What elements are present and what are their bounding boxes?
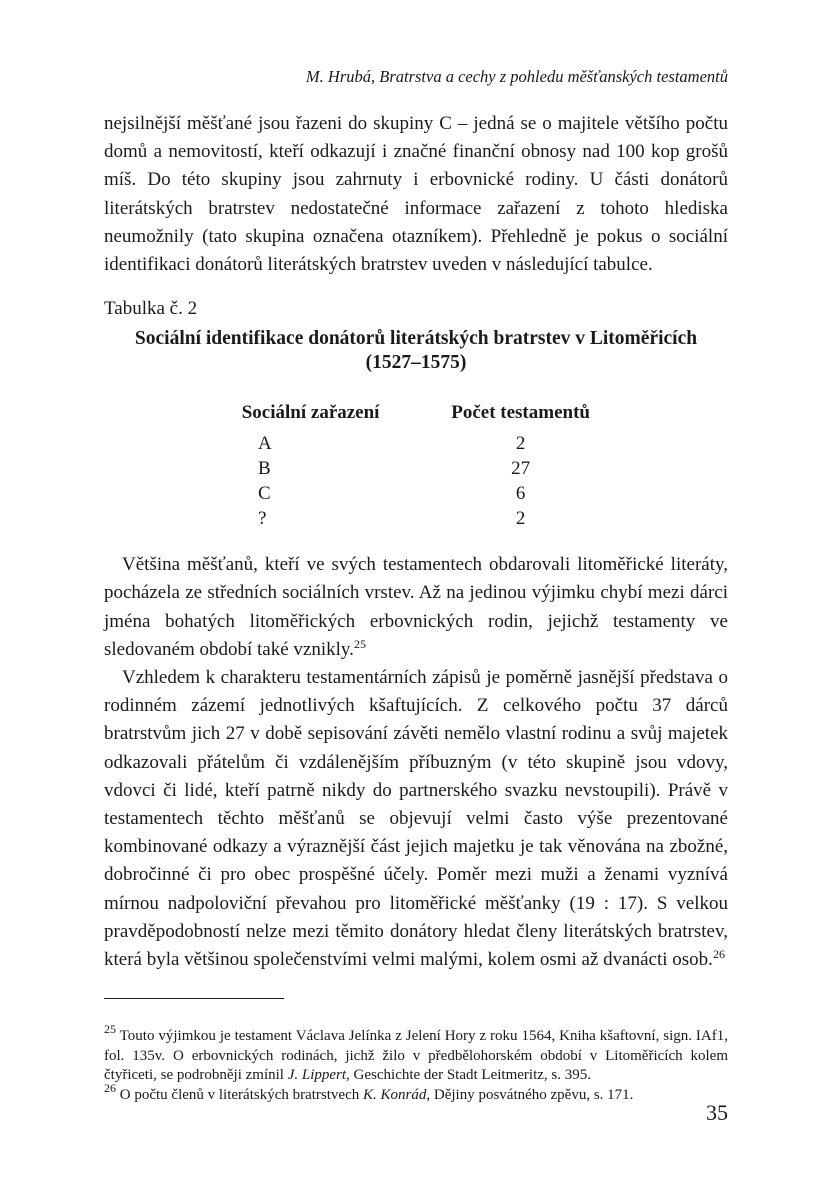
- paragraph-1: nejsilnější měšťané jsou řazeni do skupiny C – jedná se o majitele většího počtu domů a nemovitostí, kteří odkazují i značné finanční obnosy nad 100 kop grošů míš. Do této skupiny jsou zahrnuty i erbovnické rodiny. U části donátorů literátských bratrstev nedostatečné informace zařazení z tohoto hlediska neumožnily (tato skupina označena otazníkem). Přehledně je pokus o sociální identifikaci donátorů literátských bratrstev uveden v následující tabulce.: [104, 113, 728, 276]
- footnote-25-text-b: , Geschichte der Stadt Leitmeritz, s. 395.: [346, 1067, 591, 1084]
- table-title-line1: Sociální identifikace donátorů literátských bratrstev v Litoměřicích: [134, 328, 698, 350]
- table-header-count: Počet testamentů: [451, 402, 590, 424]
- table-cell-count: 27: [511, 458, 531, 480]
- footnote-26-author: K. Konrád: [363, 1086, 427, 1103]
- social-identification-table: [206, 401, 626, 531]
- table-cell-group: B: [258, 458, 271, 480]
- footnote-25-author: J. Lippert: [287, 1067, 347, 1084]
- page-number: 35: [706, 1100, 728, 1125]
- paragraph-3-text: Vzhledem k charakteru testamentárních zápisů je poměrně jasnější představa o rodinném zázemí jednotlivých kšaftujících. Z celkového počtu 37 dárců bratrstvům jich 27 v době sepisování závěti nemělo vlastní rodinu a svůj majetek odkazovali přátelům či vzdálenějším příbuzným (v této skupině jsou vdovy, vdovci či lidé, kteří patrně nikdy do partnerského svazku nevstoupili). Právě v testamentech těchto měšťanů se objevují velmi často výše prezentované kombinované odkazy a výraznější část jejich majetku je tak věnována na zbožné, dobročinné či pro obec prospěšné účely. Poměr mezi muži a ženami vyznívá mírnou nadpoloviční převahou pro litoměřické měšťanky (19 : 17). S velkou pravděpodobností nelze mezi těmito donátory hledat členy literátských bratrstev, která byla většinou společenstvími velmi malými, kolem osmi až dvanácti osob.: [104, 667, 728, 971]
- footnote-25-text-a: Touto výjimkou je testament Václava Jelínka z Jelení Hory z roku 1564, Kniha kšaftovní, sign. IAf1, fol. 135v. O erbovnických rodinách, jichž žilo v předbělohorském období v Litoměřicích kolem čtyřiceti, se podrobněji zmínil: [104, 1028, 729, 1084]
- footnote-divider: [104, 998, 284, 999]
- table-cell-count: 2: [515, 433, 526, 455]
- table-label: Tabulka č. 2: [104, 298, 198, 320]
- table-header-group: Sociální zařazení: [241, 402, 380, 424]
- table-row: [206, 481, 626, 506]
- footnote-number-26: 26: [104, 1080, 116, 1095]
- page: [104, 66, 728, 1105]
- footnote-number-25: 25: [104, 1022, 116, 1037]
- table-cell-count: 2: [515, 508, 526, 530]
- footnote-ref-26[interactable]: 26: [712, 947, 725, 962]
- table-cell-group: C: [258, 483, 271, 505]
- table-title-line2: (1527–1575): [365, 352, 467, 374]
- table-cell-group: A: [258, 433, 272, 455]
- table-row: [206, 506, 626, 531]
- footnote-26-text-a: O počtu členů v literátských bratrstvech: [119, 1086, 364, 1103]
- running-head: M. Hrubá, Bratrstva a cechy z pohledu měšťanských testamentů: [305, 67, 728, 86]
- paragraph-2: [104, 551, 728, 664]
- footnote-25: [104, 1022, 729, 1086]
- footnote-26: [104, 1080, 728, 1106]
- table-cell-group: ?: [258, 508, 267, 530]
- footnote-ref-25[interactable]: 25: [353, 636, 366, 651]
- footnote-26-text-b: , Dějiny posvátného zpěvu, s. 171.: [426, 1086, 634, 1103]
- paragraph-2-text: Většina měšťanů, kteří ve svých testamentech obdarovali litoměřické literáty, pocházela ze středních sociálních vrstev. Až na jedinou výjimku chybí mezi dárci jména bohatých litoměřických erbovnických rodin, jejichž testamenty ve sledovaném období také vznikly.: [104, 554, 728, 660]
- table-header-row: [206, 401, 626, 431]
- paragraph-3: [104, 664, 728, 974]
- table-cell-count: 6: [515, 483, 526, 505]
- table-title: [104, 327, 728, 375]
- table-row: [206, 431, 626, 456]
- table-row: [206, 456, 626, 481]
